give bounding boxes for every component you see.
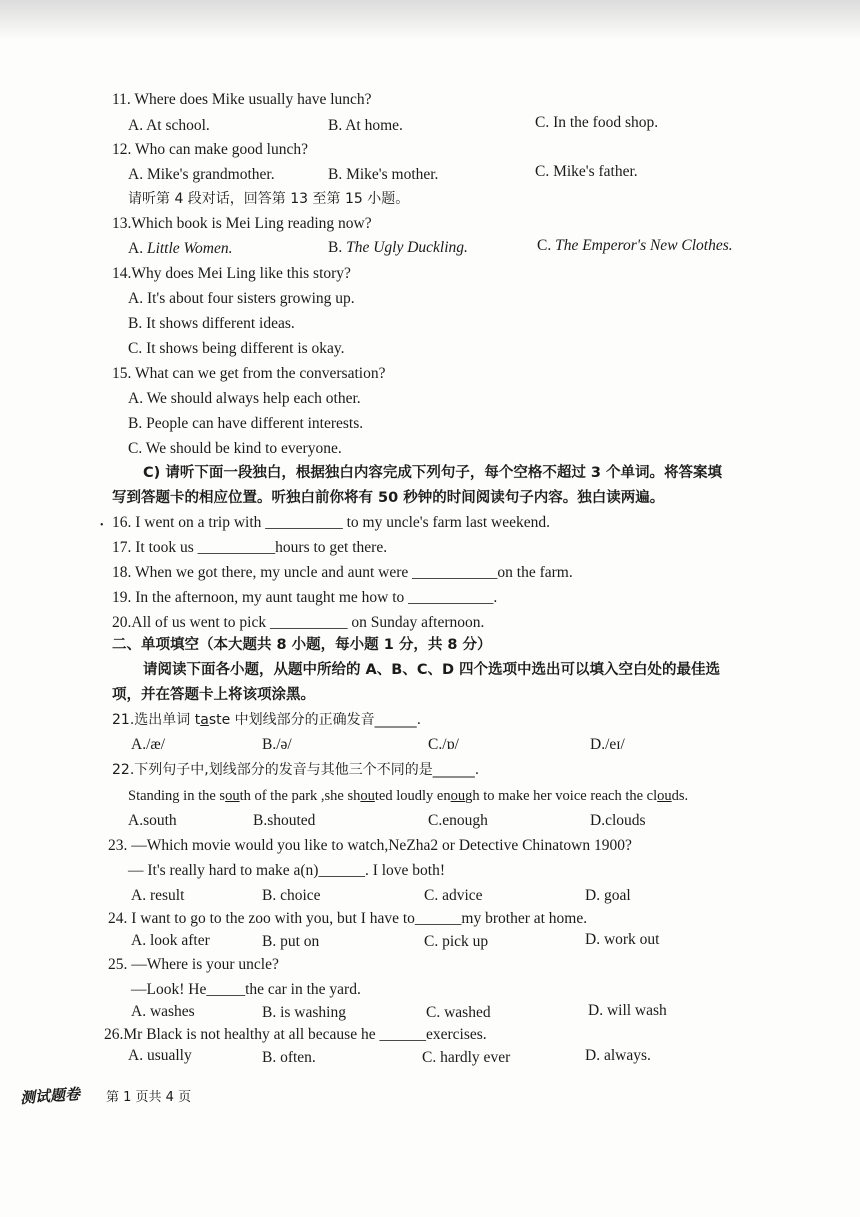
section-2-instruction-line2: 项，并在答题卡上将该项涂黑。 (112, 687, 315, 703)
q23-option-a: A. result (131, 887, 185, 904)
page-footer (20, 1085, 191, 1106)
part-c-instruction-line2: 写到答题卡的相应位置。听独白前你将有 50 秒钟的时间阅读句子内容。独白读两遍。 (112, 490, 665, 506)
q22-option-c: C.enough (428, 812, 488, 829)
question-14: 14.Why does Mei Ling like this story? (112, 265, 351, 282)
q24-option-b: B. put on (262, 933, 320, 950)
q21-option-b: B./ə/ (262, 736, 292, 753)
instruction-dialog-4: 请听第 4 段对话，回答第 13 至第 15 小题。 (128, 191, 410, 207)
question-25: 25. —Where is your uncle? (108, 956, 279, 973)
q21-option-d: D./eɪ/ (590, 736, 625, 753)
question-23: 23. —Which movie would you like to watch,NeZha2 or Detective Chinatown 1900? (108, 837, 632, 854)
question-22: 22.下列句子中,划线部分的发音与其他三个不同的是______. (112, 762, 480, 778)
section-2-instruction-line1: 请阅读下面各小题，从题中所给的 A、B、C、D 四个选项中选出可以填入空白处的最佳选 (143, 662, 721, 678)
q21-option-c: C./ɒ/ (428, 736, 459, 753)
question-16: 16. I went on a trip with __________ to my uncle's farm last weekend. (112, 514, 550, 531)
q26-option-a: A. usually (128, 1047, 192, 1064)
q26-option-d: D. always. (585, 1047, 651, 1064)
question-19: 19. In the afternoon, my aunt taught me how to ___________. (112, 589, 498, 606)
section-2-title: 二、单项填空（本大题共 8 小题，每小题 1 分，共 8 分） (112, 637, 492, 653)
q22-option-d: D.clouds (590, 812, 646, 829)
q24-option-d: D. work out (585, 931, 660, 948)
q26-option-b: B. often. (262, 1049, 316, 1066)
q21-option-a: A./æ/ (131, 736, 166, 753)
q23-option-c: C. advice (424, 887, 483, 904)
question-15: 15. What can we get from the conversation? (112, 365, 386, 382)
scan-shadow (0, 0, 860, 40)
question-24: 24. I want to go to the zoo with you, but I have to______my brother at home. (108, 910, 588, 927)
q11-option-a: A. At school. (128, 117, 210, 134)
q12-option-b: B. Mike's mother. (328, 166, 439, 183)
q11-option-c: C. In the food shop. (535, 114, 659, 131)
q25-option-d: D. will wash (588, 1002, 667, 1019)
q22-option-b: B.shouted (253, 812, 316, 829)
question-20: 20.All of us went to pick __________ on Sunday afternoon. (112, 614, 485, 631)
q23-option-b: B. choice (262, 887, 321, 904)
question-11: 11. Where does Mike usually have lunch? (112, 91, 372, 108)
question-17: 17. It took us __________hours to get there. (112, 539, 388, 556)
question-12: 12. Who can make good lunch? (112, 141, 308, 158)
q25-option-c: C. washed (426, 1004, 491, 1021)
q12-option-a: A. Mike's grandmother. (128, 166, 275, 183)
bullet-mark: • (100, 520, 104, 531)
q23-option-d: D. goal (585, 887, 631, 904)
q13-option-c: C. The Emperor's New Clothes. (537, 237, 733, 254)
q26-option-c: C. hardly ever (422, 1049, 511, 1066)
question-26: 26.Mr Black is not healthy at all because he ______exercises. (104, 1026, 487, 1043)
q22-sentence: Standing in the south of the park ,she shouted loudly enough to make her voice reach the clouds. (128, 788, 689, 804)
q22-option-a: A.south (128, 812, 177, 829)
q13-option-a: A. Little Women. (128, 240, 233, 257)
page-number: 第 1 页共 4 页 (106, 1090, 192, 1105)
q25-option-b: B. is washing (262, 1004, 346, 1021)
question-23-response: — It's really hard to make a(n)______. I love both! (128, 862, 446, 879)
q12-option-c: C. Mike's father. (535, 163, 638, 180)
q15-option-b: B. People can have different interests. (128, 415, 364, 432)
q15-option-a: A. We should always help each other. (128, 390, 361, 407)
q13-option-b: B. The Ugly Duckling. (328, 239, 468, 256)
q14-option-a: A. It's about four sisters growing up. (128, 290, 355, 307)
question-13: 13.Which book is Mei Ling reading now? (112, 215, 372, 232)
q15-option-c: C. We should be kind to everyone. (128, 440, 342, 457)
part-c-instruction-line1: C) 请听下面一段独白，根据独白内容完成下列句子，每个空格不超过 3 个单词。将答案填 (143, 465, 722, 481)
q25-option-a: A. washes (131, 1003, 195, 1020)
question-25-response: —Look! He_____the car in the yard. (131, 981, 361, 998)
q24-option-c: C. pick up (424, 933, 489, 950)
q11-option-b: B. At home. (328, 117, 403, 134)
question-18: 18. When we got there, my uncle and aunt were ___________on the farm. (112, 564, 573, 581)
q14-option-c: C. It shows being different is okay. (128, 340, 345, 357)
question-21: 21.选出单词 taste 中划线部分的正确发音______. (112, 712, 422, 728)
q24-option-a: A. look after (131, 932, 210, 949)
exam-paper-stamp: 测试题卷 (19, 1084, 81, 1108)
q14-option-b: B. It shows different ideas. (128, 315, 295, 332)
